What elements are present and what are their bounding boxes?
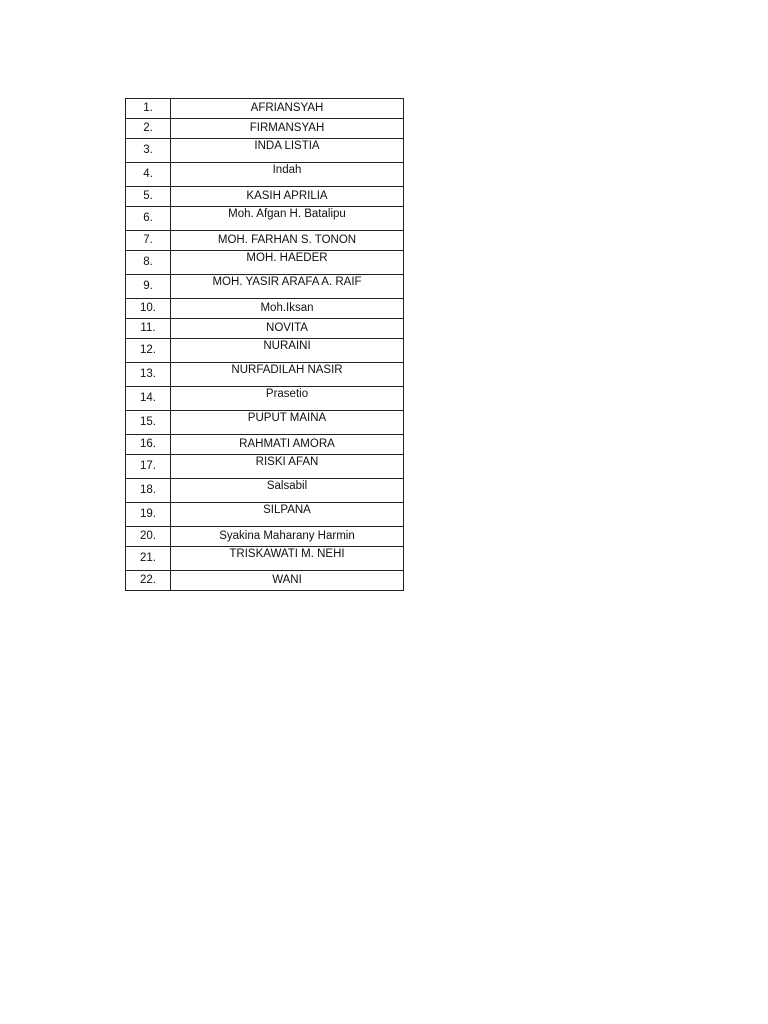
row-name: Salsabil xyxy=(171,479,404,503)
row-number: 20. xyxy=(126,527,171,547)
table-row xyxy=(126,339,404,363)
row-name: MOH. HAEDER xyxy=(171,251,404,275)
row-name: RISKI AFAN xyxy=(171,455,404,479)
table-row xyxy=(126,275,404,299)
table-row xyxy=(126,187,404,207)
document-page xyxy=(125,98,404,591)
table-row xyxy=(126,503,404,527)
table-row xyxy=(126,299,404,319)
table-row xyxy=(126,207,404,231)
table-row xyxy=(126,571,404,591)
row-number: 6. xyxy=(126,207,171,231)
row-number: 11. xyxy=(126,319,171,339)
row-name: RAHMATI AMORA xyxy=(171,435,404,455)
row-number: 16. xyxy=(126,435,171,455)
row-number: 3. xyxy=(126,139,171,163)
table-row xyxy=(126,411,404,435)
row-number: 14. xyxy=(126,387,171,411)
table-row xyxy=(126,231,404,251)
row-number: 19. xyxy=(126,503,171,527)
table-row xyxy=(126,547,404,571)
table-row xyxy=(126,119,404,139)
row-number: 22. xyxy=(126,571,171,591)
row-number: 7. xyxy=(126,231,171,251)
row-number: 10. xyxy=(126,299,171,319)
row-name: AFRIANSYAH xyxy=(171,99,404,119)
table-row xyxy=(126,319,404,339)
row-name: NURFADILAH NASIR xyxy=(171,363,404,387)
row-number: 21. xyxy=(126,547,171,571)
row-number: 15. xyxy=(126,411,171,435)
row-name: PUPUT MAINA xyxy=(171,411,404,435)
row-number: 2. xyxy=(126,119,171,139)
table-row xyxy=(126,527,404,547)
row-name: MOH. YASIR ARAFA A. RAIF xyxy=(171,275,404,299)
row-name: Syakina Maharany Harmin xyxy=(171,527,404,547)
table-row xyxy=(126,163,404,187)
table-row xyxy=(126,99,404,119)
row-name: NOVITA xyxy=(171,319,404,339)
row-name: NURAINI xyxy=(171,339,404,363)
row-number: 5. xyxy=(126,187,171,207)
table-row xyxy=(126,479,404,503)
row-number: 1. xyxy=(126,99,171,119)
row-name: INDA LISTIA xyxy=(171,139,404,163)
row-number: 8. xyxy=(126,251,171,275)
row-name: SILPANA xyxy=(171,503,404,527)
row-name: KASIH APRILIA xyxy=(171,187,404,207)
row-name: WANI xyxy=(171,571,404,591)
row-number: 18. xyxy=(126,479,171,503)
row-name: Prasetio xyxy=(171,387,404,411)
table-row xyxy=(126,435,404,455)
row-name: Moh. Afgan H. Batalipu xyxy=(171,207,404,231)
row-name: MOH. FARHAN S. TONON xyxy=(171,231,404,251)
table-row xyxy=(126,251,404,275)
row-name: Moh.Iksan xyxy=(171,299,404,319)
row-name: TRISKAWATI M. NEHI xyxy=(171,547,404,571)
table-row xyxy=(126,387,404,411)
row-number: 17. xyxy=(126,455,171,479)
row-number: 9. xyxy=(126,275,171,299)
row-number: 13. xyxy=(126,363,171,387)
row-number: 4. xyxy=(126,163,171,187)
table-row xyxy=(126,455,404,479)
table-row xyxy=(126,139,404,163)
name-list-table xyxy=(125,98,404,591)
row-name: Indah xyxy=(171,163,404,187)
table-row xyxy=(126,363,404,387)
row-name: FIRMANSYAH xyxy=(171,119,404,139)
row-number: 12. xyxy=(126,339,171,363)
